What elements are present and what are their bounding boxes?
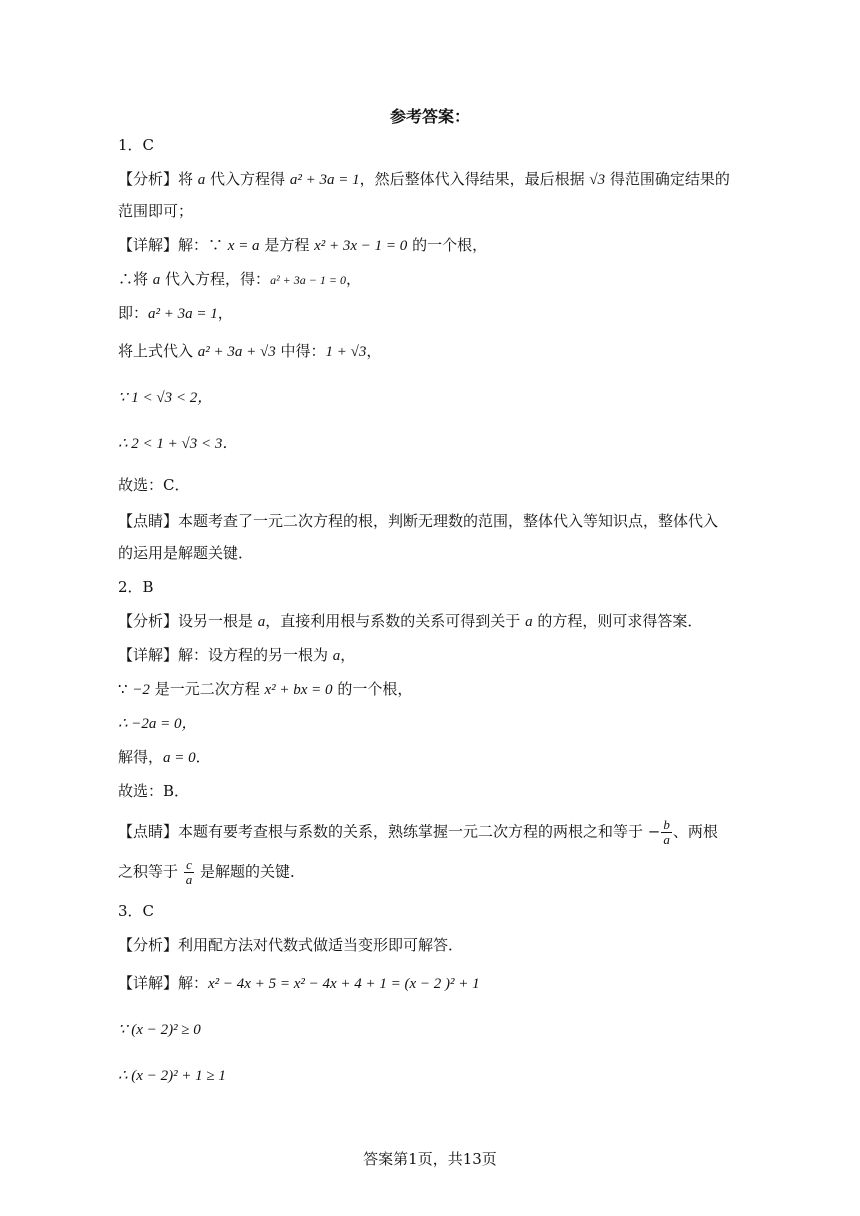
fraction-numerator: b xyxy=(663,817,670,832)
text: 【分析】设另一根是 xyxy=(118,612,258,630)
text: 的方程，则可求得答案． xyxy=(532,612,703,630)
q1-detail-line1 xyxy=(118,234,487,257)
text: 代入方程得 xyxy=(205,170,290,188)
q1-choice: 故选：C． xyxy=(118,476,190,494)
text: 解得， xyxy=(118,748,164,766)
q2-choice: 故选：B． xyxy=(118,782,190,800)
math-expression: a² + 3a = 1 xyxy=(148,306,218,322)
text: 将上式代入 xyxy=(118,342,198,360)
math-expression: ∴ (x − 2)² + 1 ≥ 1 xyxy=(118,1068,226,1084)
text: ， xyxy=(340,646,356,664)
fraction-b-over-a xyxy=(661,818,672,847)
math-expression: ∵ 1 < √3 < 2， xyxy=(118,390,213,406)
math-expression: x² − 4x + 5 = x² − 4x + 4 + 1 = (x − 2 )² + 1 xyxy=(208,976,480,992)
q2-remark-line1 xyxy=(118,818,718,847)
math-var: a xyxy=(332,648,341,664)
math-expression: x = a xyxy=(227,238,260,254)
text: 是解题的关键． xyxy=(195,862,306,881)
fraction-denominator: a xyxy=(185,872,193,887)
fraction-denominator: a xyxy=(663,832,670,847)
q2-header: 2．B xyxy=(118,578,154,596)
text: 的一个根， xyxy=(407,236,488,254)
q1-detail-line2 xyxy=(118,268,361,291)
q3-analysis: 【分析】利用配方法对代数式做适当变形即可解答． xyxy=(118,936,464,954)
text: 、两根 xyxy=(672,822,718,841)
math-expression: ∴ 2 < 1 + √3 < 3． xyxy=(118,436,238,452)
math-expression: 1 + √3 xyxy=(325,344,367,360)
q2-detail-line4 xyxy=(118,746,211,769)
math-var: a xyxy=(525,614,533,630)
q2-detail-line1 xyxy=(118,644,355,667)
q1-analysis-line2: 范围即可； xyxy=(118,202,194,220)
math-sqrt: √3 xyxy=(589,172,606,188)
text: 【详解】解：∵ xyxy=(118,236,228,254)
q2-detail-line3 xyxy=(118,712,197,735)
text: ， xyxy=(217,304,233,322)
text: ， xyxy=(345,270,361,288)
text: 即： xyxy=(118,304,149,322)
q1-detail-line3 xyxy=(118,302,233,325)
text: 是方程 xyxy=(259,236,315,254)
text: 得范围确定结果的 xyxy=(605,170,730,188)
text: 中得： xyxy=(275,342,326,360)
page-footer: 答案第1页，共13页 xyxy=(363,1150,497,1168)
text: ∴将 xyxy=(118,270,153,288)
text: 之积等于 xyxy=(118,862,183,881)
text: 代入方程，得： xyxy=(160,270,271,288)
q1-header: 1．C xyxy=(118,136,155,154)
math-var: a xyxy=(197,172,206,188)
text: 的一个根， xyxy=(332,680,413,698)
q3-header: 3．C xyxy=(118,902,155,920)
math-number: −2 xyxy=(132,682,150,698)
q1-detail-line5 xyxy=(118,386,212,409)
q1-analysis-line1 xyxy=(118,168,730,191)
math-var: a xyxy=(257,614,266,630)
q1-remark-line2: 的运用是解题关键． xyxy=(118,544,254,562)
text: 【分析】将 xyxy=(118,170,198,188)
q1-detail-line6 xyxy=(118,432,237,455)
text: ∵ xyxy=(118,680,133,698)
math-expression: x² + 3x − 1 = 0 xyxy=(314,238,408,254)
math-expression: ∵ (x − 2)² ≥ 0 xyxy=(118,1022,201,1038)
q3-detail-line1 xyxy=(118,972,480,995)
text: ． xyxy=(195,748,211,766)
q2-remark-line2 xyxy=(118,858,305,887)
text: 【点睛】本题有要考查根与系数的关系，熟练掌握一元二次方程的两根之和等于 − xyxy=(118,822,661,841)
q1-remark-line1: 【点睛】本题考查了一元二次方程的根，判断无理数的范围，整体代入等知识点，整体代入 xyxy=(118,512,719,530)
text: ， xyxy=(366,342,382,360)
math-expression: a² + 3a = 1 xyxy=(289,172,360,188)
q3-detail-line2 xyxy=(118,1018,201,1041)
text: ，然后整体代入得结果，最后根据 xyxy=(359,170,590,188)
math-expression: a = 0 xyxy=(163,750,196,766)
fraction-c-over-a xyxy=(184,858,195,887)
q3-detail-line3 xyxy=(118,1064,226,1087)
math-var: a xyxy=(152,272,161,288)
math-expression: a² + 3a + √3 xyxy=(197,344,276,360)
q2-analysis xyxy=(118,610,702,633)
text: 【详解】解：设方程的另一根为 xyxy=(118,646,333,664)
math-expression: a² + 3a − 1 = 0 xyxy=(270,273,346,287)
q1-detail-line4 xyxy=(118,340,381,363)
text: ，直接利用根与系数的关系可得到关于 xyxy=(265,612,526,630)
text: 【详解】解： xyxy=(118,974,209,992)
text: 是一元二次方程 xyxy=(149,680,265,698)
math-expression: x² + bx = 0 xyxy=(264,682,333,698)
q2-detail-line2 xyxy=(118,678,412,701)
page-title: 参考答案： xyxy=(389,107,470,126)
math-expression: ∴ −2a = 0， xyxy=(118,716,197,732)
fraction-numerator: c xyxy=(184,858,195,873)
